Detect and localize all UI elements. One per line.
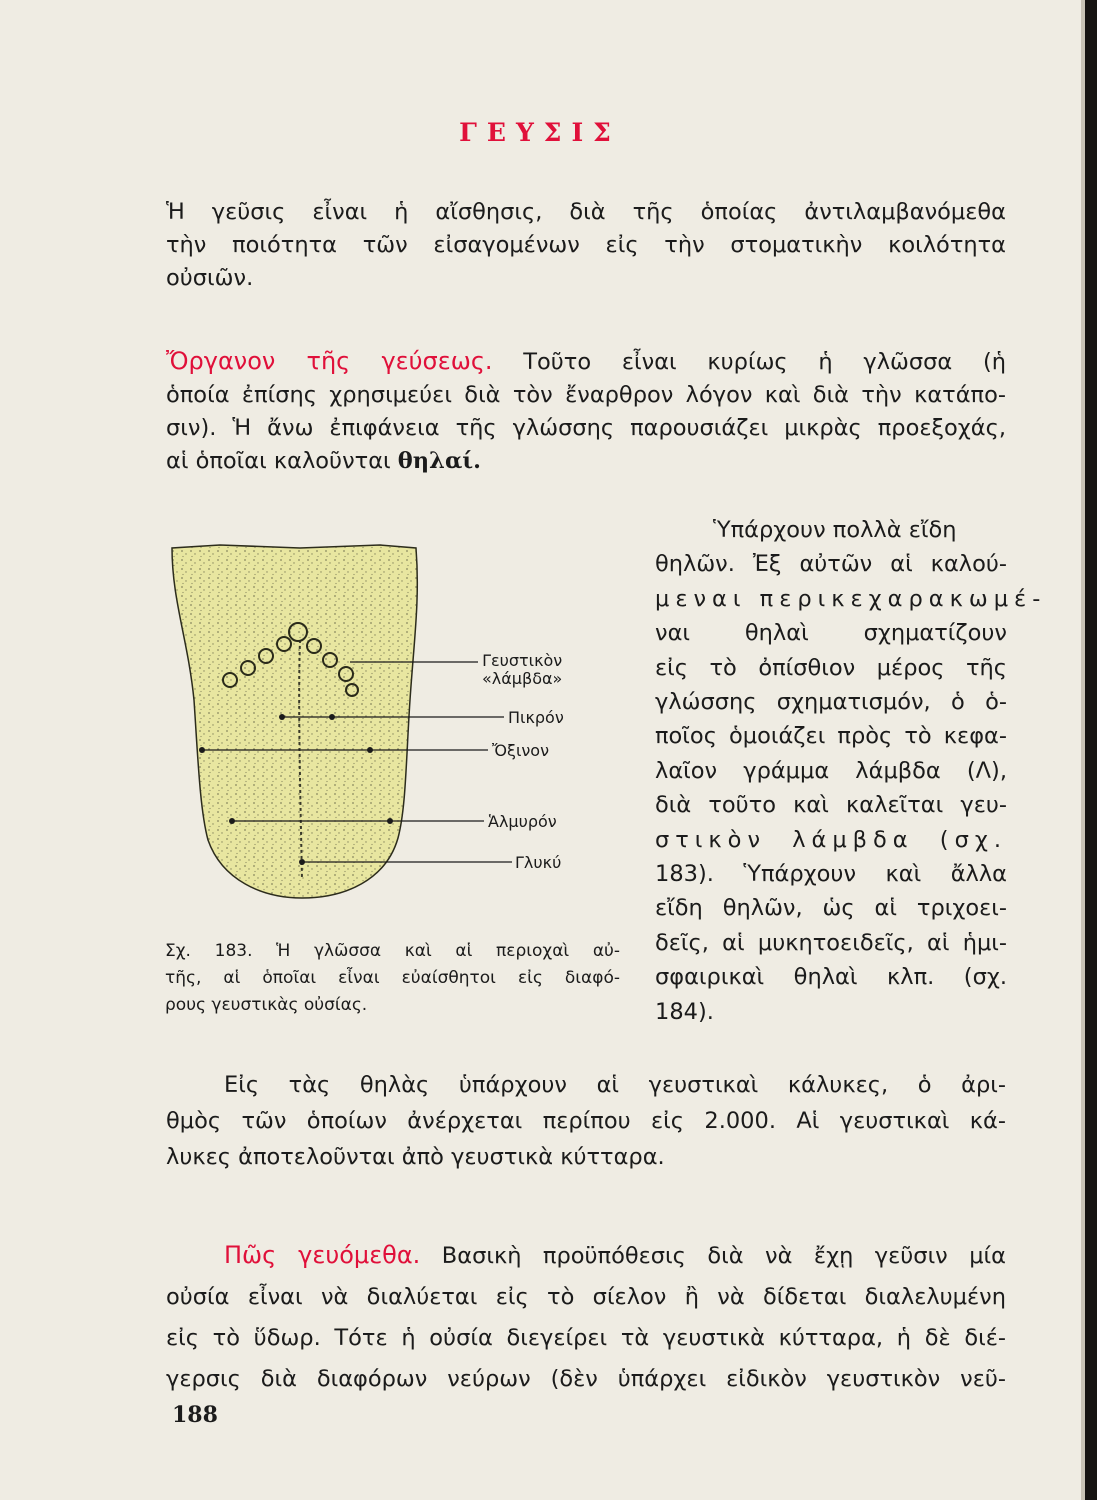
caption-line: Σχ. 183. Ἡ γλῶσσα καὶ αἱ περιοχαὶ αὐ- xyxy=(165,941,620,961)
intro-line: Ἡ γεῦσις εἶναι ἡ αἴσθησις, διὰ τῆς ὁποίας ἀντιλαμβανόμεθα xyxy=(166,199,1006,225)
right-line: εἰς τὸ ὀπίσθιον μέρος τῆς xyxy=(655,654,1007,681)
right-line: γλώσσης σχηματισμόν, ὁ ὁ- xyxy=(655,689,1007,716)
page-title: ΓΕΥΣΙΣ xyxy=(459,118,621,147)
organ-line-text: Τοῦτο εἶναι κυρίως ἡ γλῶσσα (ἡ xyxy=(523,349,1006,375)
tasting-line: γερσις διὰ διαφόρων νεύρων (δὲν ὑπάρχει εἰδικὸν γευστικὸν νεῦ- xyxy=(166,1366,1006,1392)
organ-line-text: αἱ ὁποῖαι καλοῦνται xyxy=(166,448,391,474)
right-line: εἴδη θηλῶν, ὡς αἱ τριχοει- xyxy=(655,895,1007,922)
tasting-line xyxy=(166,1235,1006,1277)
intro-line: οὐσιῶν. xyxy=(166,265,254,291)
tongue-stipple xyxy=(172,545,417,898)
tasting-paragraph xyxy=(166,1235,1006,1400)
right-line: σφαιρικαὶ θηλαὶ κλπ. (σχ. xyxy=(655,964,1007,991)
right-line: θηλῶν. Ἐξ αὐτῶν αἱ καλού- xyxy=(655,551,1007,578)
right-line: λαῖον γράμμα λάμβδα (Λ), xyxy=(655,757,1007,784)
calyx-paragraph xyxy=(166,1067,1006,1175)
right-line: 184). xyxy=(655,998,714,1025)
tasting-line: εἰς τὸ ὕδωρ. Τότε ἡ οὐσία διεγείρει τὰ γευστικὰ κύτταρα, ἡ δὲ διέ- xyxy=(166,1325,1006,1351)
caption-line: τῆς, αἱ ὁποῖαι εἶναι εὐαίσθητοι εἰς διαφό- xyxy=(165,968,620,988)
caption-line: ρους γευστικὰς οὐσίας. xyxy=(165,995,368,1015)
label-sour: Ὄξινον xyxy=(492,741,550,760)
organ-heading: Ὄργανον τῆς γεύσεως. xyxy=(166,347,493,375)
tasting-line: οὐσία εἶναι νὰ διαλύεται εἰς τὸ σίελον ἢ νὰ δίδεται διαλελυμένη xyxy=(166,1284,1006,1310)
label-sweet: Γλυκύ xyxy=(515,853,562,872)
calyx-line: Εἰς τὰς θηλὰς ὑπάρχουν αἱ γευστικαὶ κάλυκες, ὁ ἀρι- xyxy=(224,1072,1006,1098)
right-line: δεῖς, αἱ μυκητοειδεῖς, αἱ ἡμι- xyxy=(655,929,1007,956)
right-line: μεναι περικεχαρακωμέ- xyxy=(655,585,1047,612)
papillae-term: θηλαί. xyxy=(397,448,481,474)
tasting-heading: Πῶς γευόμεθα. xyxy=(224,1241,421,1269)
right-line: ποῖος ὁμοιάζει πρὸς τὸ κεφα- xyxy=(655,723,1007,750)
page-number: 188 xyxy=(172,1402,218,1428)
right-line: στικὸν λάμβδα (σχ. xyxy=(655,826,1007,853)
label-taste-lambda: Γευστικὸν «λάμβδα» xyxy=(482,651,563,688)
tasting-line-text: Βασικὴ προϋπόθεσις διὰ νὰ ἔχῃ γεῦσιν μία xyxy=(441,1243,1006,1269)
right-line: ναι θηλαὶ σχηματίζουν xyxy=(655,620,1007,647)
calyx-line: θμὸς τῶν ὁποίων ἀνέρχεται περίπου εἰς 2.000. Αἱ γευστικαὶ κά- xyxy=(166,1108,1006,1134)
calyx-line: λυκες ἀποτελοῦνται ἀπὸ γευστικὰ κύτταρα. xyxy=(166,1144,665,1170)
organ-line: σιν). Ἡ ἄνω ἐπιφάνεια τῆς γλώσσης παρουσιάζει μικρὰς προεξοχάς, xyxy=(166,415,1006,441)
right-line: Ὑπάρχουν πολλὰ εἴδη xyxy=(713,517,957,543)
right-line: 183). Ὑπάρχουν καὶ ἄλλα xyxy=(655,861,1007,888)
organ-line: ὁποία ἐπίσης χρησιμεύει διὰ τὸν ἔναρθρον λόγον καὶ διὰ τὴν κατάπο- xyxy=(166,382,1006,408)
label-bitter: Πικρόν xyxy=(508,708,564,727)
right-line: διὰ τοῦτο καὶ καλεῖται γευ- xyxy=(655,792,1007,819)
label-salty: Ἁλμυρόν xyxy=(488,812,557,831)
figure-caption xyxy=(165,938,620,1019)
intro-line: τὴν ποιότητα τῶν εἰσαγομένων εἰς τὴν στοματικὴν κοιλότητα xyxy=(166,232,1006,258)
